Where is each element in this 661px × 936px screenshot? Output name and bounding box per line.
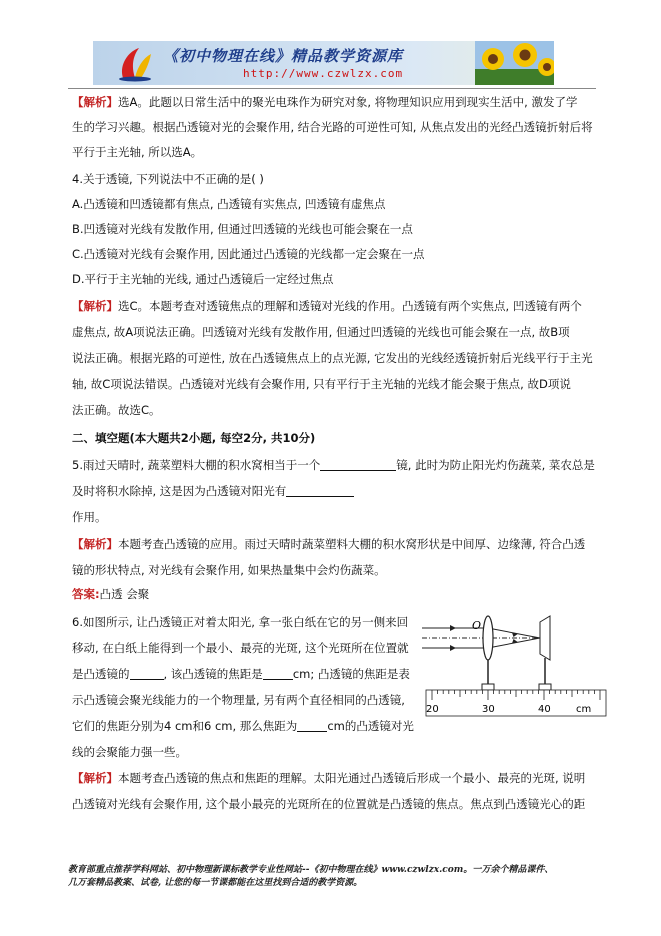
paper-screen-icon	[539, 616, 551, 690]
text-line: 说法正确。根据光路的可逆性, 放在凸透镜焦点上的点光源, 它发出的光线经透镜折射后光线平行于主光	[72, 351, 593, 365]
header-banner	[93, 41, 554, 85]
ruler-label-40: 40	[538, 704, 551, 715]
question-6: 6.如图所示, 让凸透镜正对着太阳光, 拿一张白纸在它的另一侧来回	[72, 615, 409, 629]
text-line: 镜的形状特点, 对光线有会聚作用, 如果热量集中会灼伤蔬菜。	[72, 563, 386, 577]
text-line: 【解析】选A。此题以日常生活中的聚光电珠作为研究对象, 将物理知识应用到现实生活中, 激发了学	[72, 95, 578, 109]
text-line: 凸透镜对光线有会聚作用, 这个最小最亮的光斑所在的位置就是凸透镜的焦点。焦点到凸透镜光心的距	[72, 797, 586, 811]
text-line: 生的学习兴趣。根据凸透镜对光的会聚作用, 结合光路的可逆性可知, 从焦点发出的光经凸透镜折射后将	[72, 120, 593, 134]
question-4: 4.关于透镜, 下列说法中不正确的是( )	[72, 172, 264, 186]
page-footer	[68, 864, 598, 890]
text-line: 【解析】本题考查凸透镜的应用。雨过天晴时蔬菜塑料大棚的积水窝形状是中间厚、边缘薄, 符合凸透	[72, 537, 586, 551]
text-line: 平行于主光轴, 所以选A。	[72, 145, 203, 159]
banner-url[interactable]: http://www.czwlzx.com	[243, 67, 404, 80]
sunflower-icon	[475, 41, 554, 85]
answer-line: 答案:凸透 会聚	[72, 587, 150, 601]
footer-line: 教育部重点推荐学科网站、初中物理新课标教学专业性网站--《初中物理在线》www.czwlzx.com。一万余个精品课件、	[68, 865, 554, 875]
convex-lens-icon	[483, 616, 493, 660]
text-line: 线的会聚能力强一些。	[72, 745, 187, 759]
section-heading: 二、填空题(本大题共2小题, 每空2分, 共10分)	[72, 431, 316, 445]
text-line: 【解析】本题考查凸透镜的焦点和焦距的理解。太阳光通过凸透镜后形成一个最小、最亮的光斑, 说明	[72, 771, 586, 785]
text-line: 法正确。故选C。	[72, 403, 161, 417]
ruler-label-30: 30	[482, 704, 495, 715]
lens-figure	[422, 602, 608, 718]
text-line: 示凸透镜会聚光线能力的一个物理量, 另有两个直径相同的凸透镜,	[72, 693, 405, 707]
lens-center-label: O	[472, 619, 482, 632]
text-line: 移动, 在白纸上能得到一个最小、最亮的光斑, 这个光斑所在位置就	[72, 641, 409, 655]
question-5: 5.雨过天晴时, 蔬菜塑料大棚的积水窝相当于一个 镜, 此时为防止阳光灼伤蔬菜, 菜农总是	[72, 458, 595, 472]
banner-title: 《初中物理在线》精品教学资源库	[163, 47, 404, 65]
text-line: 是凸透镜的 , 该凸透镜的焦距是 cm; 凸透镜的焦距是表	[72, 667, 410, 681]
text-line: 轴, 故C项说法错误。凸透镜对光线有会聚作用, 只有平行于主光轴的光线才能会聚于焦点, 故D项说	[72, 377, 571, 391]
text-line: 它们的焦距分别为4 cm和6 cm, 那么焦距为 cm的凸透镜对光	[72, 719, 414, 733]
text-line: 虚焦点, 故A项说法正确。凹透镜对光线有发散作用, 但通过凹透镜的光线也可能会聚在一点, 故B项	[72, 325, 570, 339]
text-line: 【解析】选C。本题考查对透镜焦点的理解和透镜对光线的作用。凸透镜有两个实焦点, 凹透镜有两个	[72, 299, 582, 313]
option-c: C.凸透镜对光线有会聚作用, 因此通过凸透镜的光线都一定会聚在一点	[72, 247, 425, 261]
ruler-label-20: 20	[426, 704, 439, 715]
text-line: 及时将积水除掉, 这是因为凸透镜对阳光有	[72, 483, 354, 499]
footer-line: 几万套精品教案、试卷, 让您的每一节课都能在这里找到合适的教学资源。	[68, 878, 363, 888]
ruler-unit: cm	[576, 704, 592, 715]
site-logo-icon	[115, 44, 155, 82]
option-a: A.凸透镜和凹透镜都有焦点, 凸透镜有实焦点, 凹透镜有虚焦点	[72, 197, 386, 211]
option-b: B.凹透镜对光线有发散作用, 但通过凹透镜的光线也可能会聚在一点	[72, 222, 413, 236]
header-divider	[68, 88, 596, 89]
text-line: 作用。	[72, 510, 107, 524]
option-d: D.平行于主光轴的光线, 通过凸透镜后一定经过焦点	[72, 272, 334, 286]
